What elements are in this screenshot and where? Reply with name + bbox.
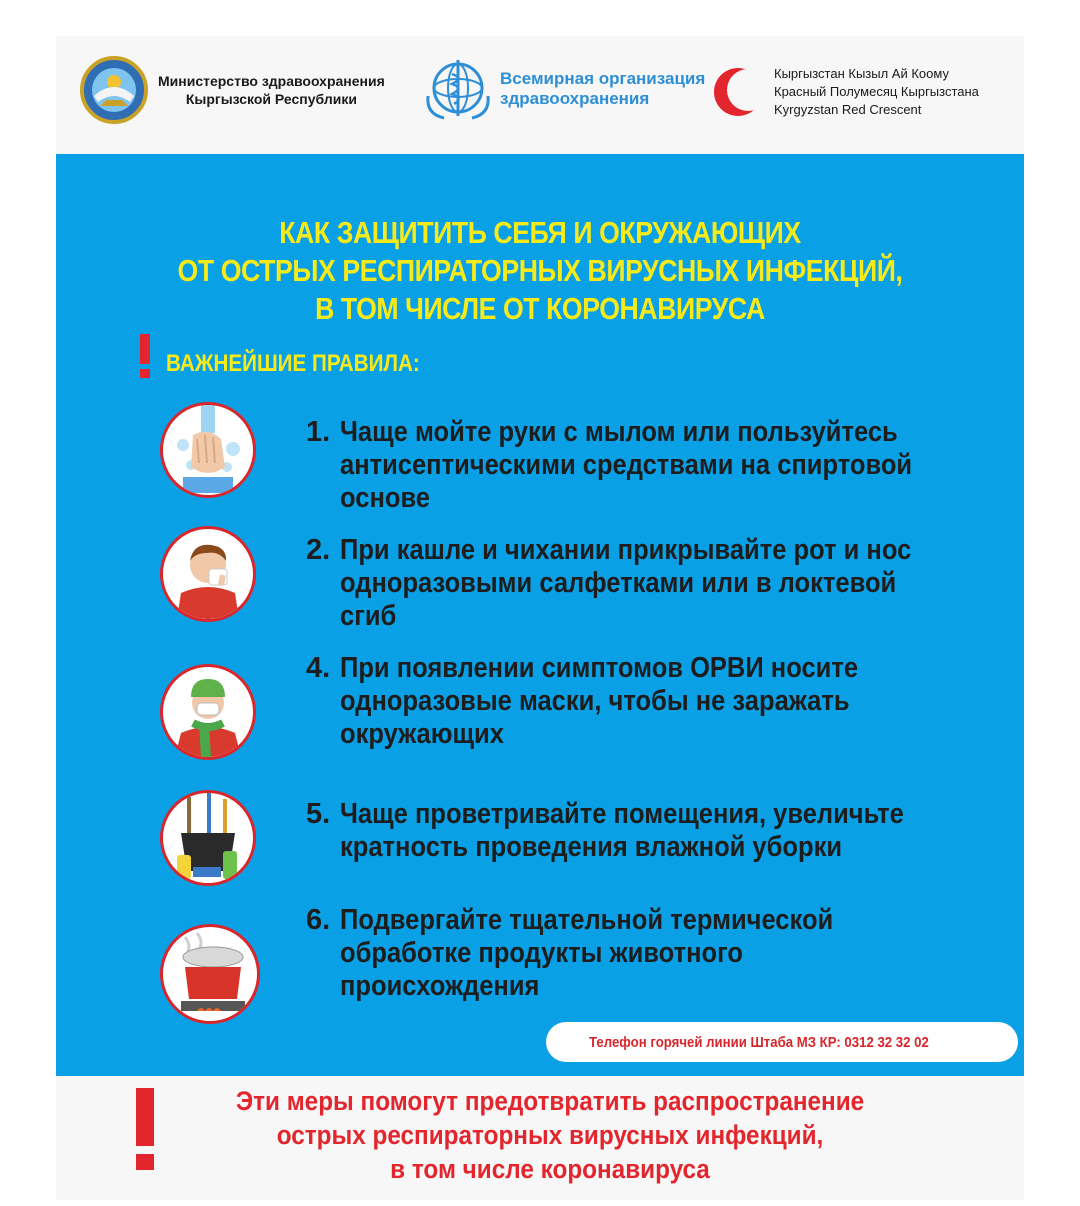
header (56, 36, 1024, 154)
red-crescent-org (712, 62, 979, 122)
footer-line1: Эти меры помогут предотвратить распространение (235, 1086, 865, 1116)
exclamation-icon (140, 334, 152, 378)
poster-title (56, 214, 1024, 328)
rule-4-line3: окружающих (340, 718, 504, 750)
rule-5 (306, 798, 1006, 864)
rule-2-line2: одноразовыми салфетками или в локтевой (340, 567, 897, 599)
rule-2 (306, 534, 1006, 633)
rule-5-line2: кратность проведения влажной уборки (340, 831, 843, 863)
footer-message (150, 1084, 950, 1186)
sneezing-person-icon (160, 526, 256, 622)
ministry-name-line1: Министерство здравоохранения (158, 73, 385, 89)
rule-1-number: 1. (306, 416, 331, 448)
rule-5-number: 5. (306, 798, 331, 830)
rule-6 (306, 904, 1006, 1003)
rule-4-line2: одноразовые маски, чтобы не заражать (340, 685, 850, 717)
title-line3: В ТОМ ЧИСЛЕ ОТ КОРОНАВИРУСА (315, 291, 765, 326)
rules-heading (140, 334, 461, 378)
who-name-line2: здравоохранения (500, 89, 650, 108)
rule-2-line3: сгиб (340, 600, 397, 632)
cooking-pot-icon (160, 924, 260, 1024)
rule-6-line1: Подвергайте тщательной термической (340, 904, 834, 936)
ministry-name-line2: Кыргызской Республики (185, 91, 357, 107)
title-line2: ОТ ОСТРЫХ РЕСПИРАТОРНЫХ ВИРУСНЫХ ИНФЕКЦИЙ, (177, 253, 903, 288)
rules-heading-text: ВАЖНЕЙШИЕ ПРАВИЛА: (166, 350, 420, 377)
rule-6-line3: происхождения (340, 970, 540, 1002)
rule-4-number: 4. (306, 652, 331, 684)
cleaning-supplies-icon (160, 790, 256, 886)
red-crescent-icon (712, 62, 766, 122)
rule-4 (306, 652, 1006, 751)
title-line1: КАК ЗАЩИТИТЬ СЕБЯ И ОКРУЖАЮЩИХ (279, 215, 801, 250)
rule-1-line2: антисептическими средствами на спиртовой (340, 449, 913, 481)
masked-person-icon (160, 664, 256, 760)
red-crescent-russian: Красный Полумесяц Кыргызстана (774, 84, 979, 99)
footer-line3: в том числе коронавируса (390, 1154, 710, 1184)
rule-6-line2: обработке продукты животного (340, 937, 743, 969)
rule-2-number: 2. (306, 534, 331, 566)
red-crescent-kyrgyz: Кыргызстан Кызыл Ай Коому (774, 66, 949, 81)
who-org (422, 56, 705, 122)
rule-1-line1: Чаще мойте руки с мылом или пользуйтесь (340, 416, 898, 448)
hotline-badge (546, 1022, 1018, 1062)
kyrgyz-emblem-icon (80, 56, 148, 124)
who-name-line1: Всемирная организация (500, 69, 706, 88)
rule-1 (306, 416, 1006, 515)
red-crescent-english: Kyrgyzstan Red Crescent (774, 102, 922, 117)
rules-panel (56, 154, 1024, 1076)
rule-1-line3: основе (340, 482, 430, 514)
footer-line2: острых респираторных вирусных инфекций, (276, 1120, 824, 1150)
rule-4-line1: При появлении симптомов ОРВИ носите (340, 652, 859, 684)
rule-5-line1: Чаще проветривайте помещения, увеличьте (340, 798, 904, 830)
ministry-org (80, 56, 385, 124)
rule-2-line1: При кашле и чихании прикрывайте рот и нос (340, 534, 912, 566)
who-logo-icon (422, 56, 494, 122)
rule-6-number: 6. (306, 904, 331, 936)
hotline-text: Телефон горячей линии Штаба МЗ КР: 0312 32 32 02 (588, 1033, 929, 1051)
hand-washing-icon (160, 402, 256, 498)
